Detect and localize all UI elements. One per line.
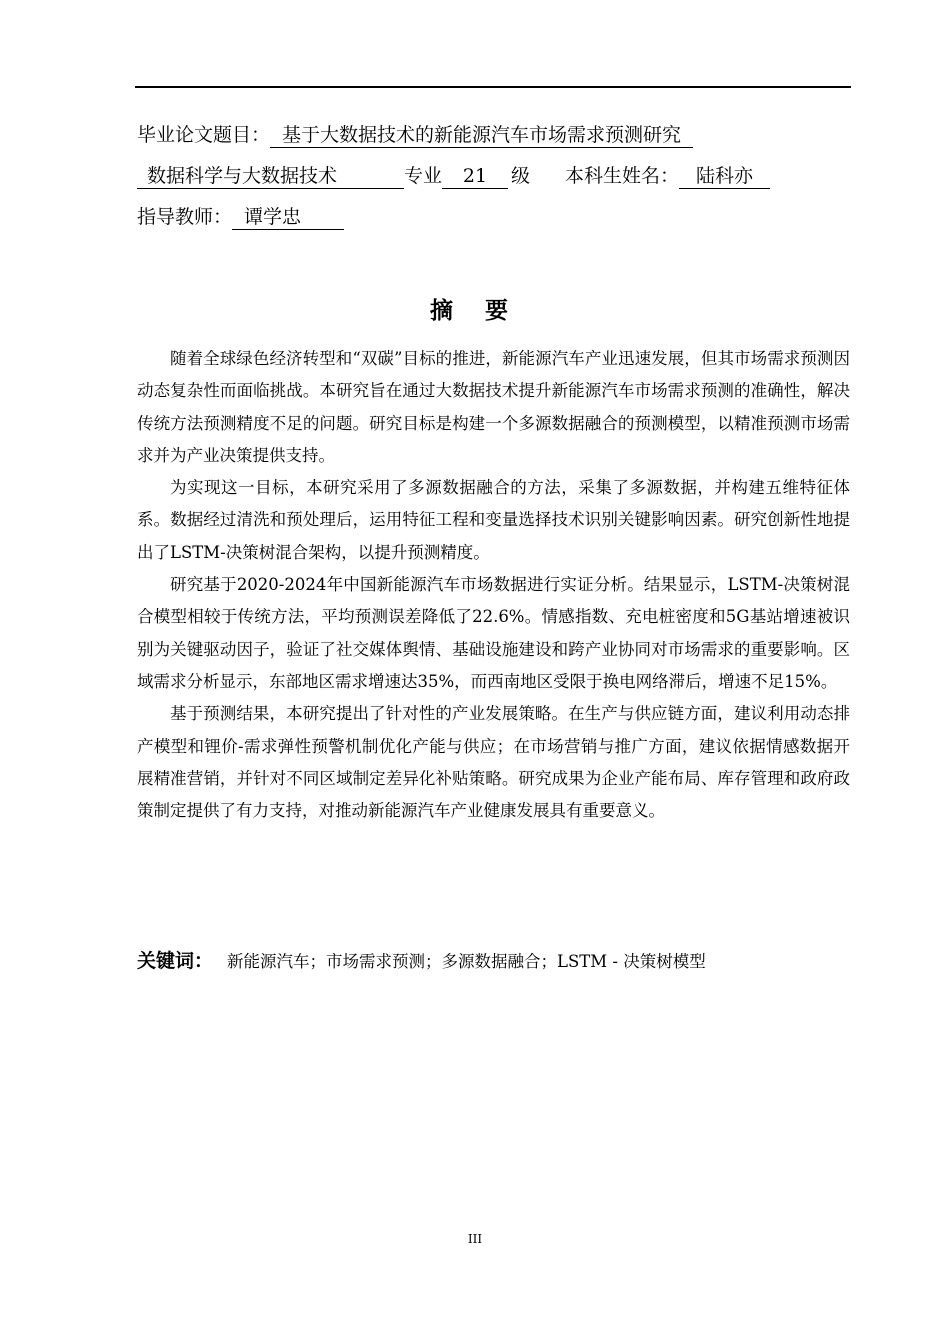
thesis-title-label: 毕业论文题目：: [137, 124, 271, 146]
keywords-label: 关键词：: [137, 950, 214, 972]
keywords-text: 新能源汽车；市场需求预测；多源数据融合；LSTM - 决策树模型: [227, 952, 706, 971]
major-grade-student-line: [137, 163, 770, 189]
keywords-line: [137, 946, 706, 973]
advisor-label: 指导教师：: [137, 206, 233, 228]
abstract-body: [137, 343, 850, 827]
abstract-paragraph: 随着全球绿色经济转型和“双碳”目标的推进，新能源汽车产业迅速发展，但其市场需求预测因动态复杂性而面临挑战。本研究旨在通过大数据技术提升新能源汽车市场需求预测的准确性，解决传统方法预测精度不足的问题。研究目标是构建一个多源数据融合的预测模型，以精准预测市场需求并为产业决策提供支持。: [137, 349, 850, 465]
abstract-paragraph: 研究基于2020-2024年中国新能源汽车市场数据进行实证分析。结果显示，LSTM-决策树混合模型相较于传统方法，平均预测误差降低了22.6%。情感指数、充电桩密度和5G基站增速被识别为关键驱动因子，验证了社交媒体舆情、基础设施建设和跨产业协同对市场需求的重要影响。区域需求分析显示，东部地区需求增速达35%，而西南地区受限于换电网络滞后，增速不足15%。: [137, 575, 850, 691]
advisor-line: [137, 204, 344, 230]
abstract-paragraph: 为实现这一目标，本研究采用了多源数据融合的方法，采集了多源数据，并构建五维特征体系。数据经过清洗和预处理后，运用特征工程和变量选择技术识别关键影响因素。研究创新性地提出了LSTM-决策树混合架构，以提升预测精度。: [137, 478, 850, 562]
header-rule: [135, 86, 851, 88]
major-label: 专业: [404, 165, 443, 187]
major-value: 数据科学与大数据技术: [137, 164, 404, 189]
student-name: 陆科亦: [679, 164, 770, 189]
thesis-title-value: 基于大数据技术的新能源汽车市场需求预测研究: [270, 123, 693, 148]
abstract-heading: 摘 要: [429, 298, 520, 324]
thesis-title-line: [137, 122, 693, 148]
student-label: 本科生姓名：: [565, 165, 680, 187]
abstract-paragraph: 基于预测结果，本研究提出了针对性的产业发展策略。在生产与供应链方面，建议利用动态排产模型和锂价-需求弹性预警机制优化产能与供应；在市场营销与推广方面，建议依据情感数据开展精准营销，并针对不同区域制定差异化补贴策略。研究成果为企业产能布局、库存管理和政府政策制定提供了有力支持，对推动新能源汽车产业健康发展具有重要意义。: [137, 704, 850, 821]
page-number: III: [467, 1232, 483, 1246]
advisor-name: 谭学忠: [232, 205, 344, 230]
grade-label: 级: [511, 165, 531, 187]
grade-value: 21: [442, 164, 508, 189]
